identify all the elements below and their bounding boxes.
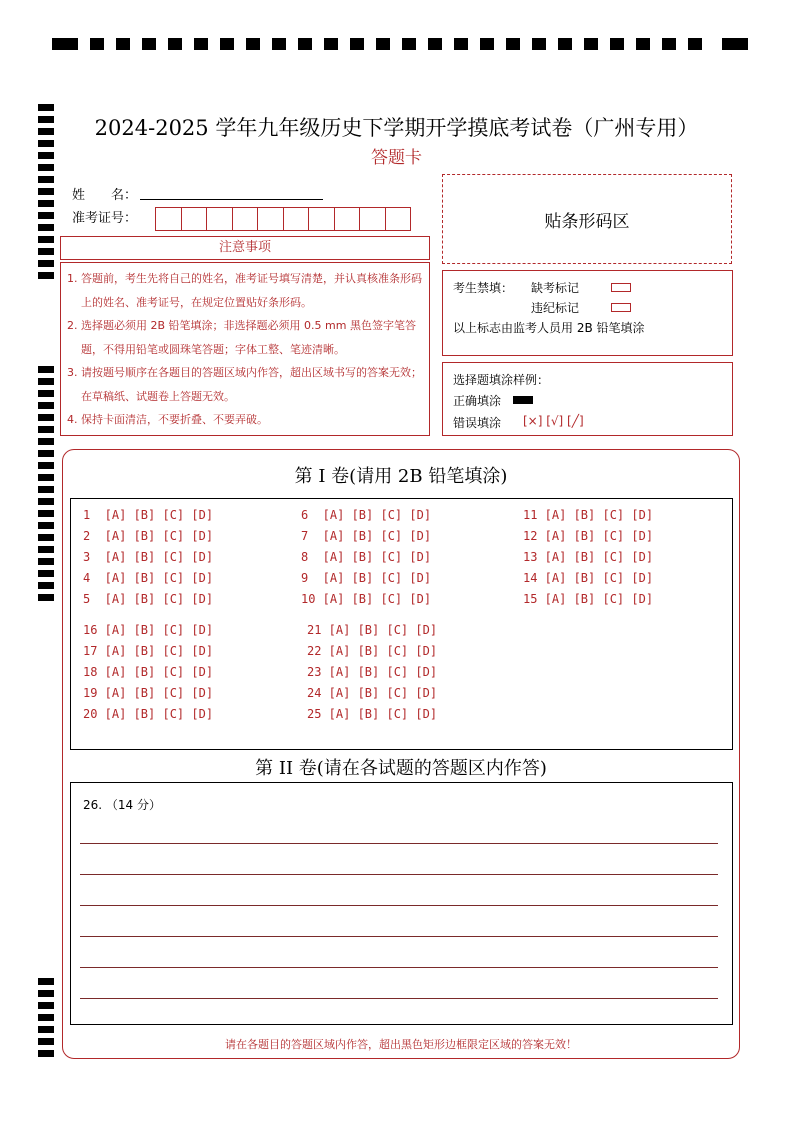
name-label: 姓 名： (72, 188, 138, 203)
section1-title: 第 I 卷(请用 2B 铅笔填涂) (294, 466, 508, 487)
choice-row[interactable]: 17 [A] [B] [C] [D] (83, 644, 214, 658)
choice-row[interactable]: 11 [A] [B] [C] [D] (523, 508, 654, 522)
question-26-label: 26. （14 分） (83, 798, 161, 812)
proctor-note: 以上标志由监考人员用 2B 铅笔填涂 (453, 321, 645, 335)
absent-mark-label: 缺考标记 (531, 281, 580, 295)
left-timing-marks-middle (38, 366, 54, 606)
choice-row[interactable]: 6 [A] [B] [C] [D] (301, 508, 432, 522)
choice-row[interactable]: 10 [A] [B] [C] [D] (301, 592, 432, 606)
choice-row[interactable]: 15 [A] [B] [C] [D] (523, 592, 654, 606)
choice-row[interactable]: 5 [A] [B] [C] [D] (83, 592, 214, 606)
choice-row[interactable]: 22 [A] [B] [C] [D] (307, 644, 438, 658)
top-timing-marks (52, 38, 748, 52)
choice-row[interactable]: 25 [A] [B] [C] [D] (307, 707, 438, 721)
notice-item: 2. 选择题必须用 2B 铅笔填涂；非选择题必须用 0.5 mm 黑色签字笔答题，不得用铅笔或圆珠笔答题；字体工整、笔迹清晰。 (67, 319, 416, 356)
choice-row[interactable]: 16 [A] [B] [C] [D] (83, 623, 214, 637)
choice-row[interactable]: 4 [A] [B] [C] [D] (83, 571, 214, 585)
proctor-mark-box (442, 270, 733, 356)
violation-mark-box[interactable] (611, 303, 631, 312)
footer-warning: 请在各题目的答题区域内作答，超出黑色矩形边框限定区域的答案无效！ (225, 1038, 577, 1051)
page-title: 2024-2025 学年九年级历史下学期开学摸底考试卷（广州专用） (94, 116, 699, 140)
absent-mark-box[interactable] (611, 283, 631, 292)
left-timing-marks-bottom (38, 978, 54, 1062)
choice-row[interactable]: 1 [A] [B] [C] [D] (83, 508, 214, 522)
choice-row[interactable]: 2 [A] [B] [C] [D] (83, 529, 214, 543)
choice-row[interactable]: 12 [A] [B] [C] [D] (523, 529, 654, 543)
choice-row[interactable]: 19 [A] [B] [C] [D] (83, 686, 214, 700)
notice-item: 1. 答题前，考生先将自己的姓名，准考证号填写清楚，并认真核准条形码上的姓名、准考证号，在规定位置贴好条形码。 (67, 272, 422, 309)
answer-line[interactable] (80, 998, 718, 999)
correct-fill-label: 正确填涂 (453, 394, 502, 408)
exam-id-boxes[interactable] (155, 207, 410, 231)
notice-box (60, 262, 430, 436)
answer-line[interactable] (80, 843, 718, 844)
answer-line[interactable] (80, 936, 718, 937)
choice-row[interactable]: 21 [A] [B] [C] [D] (307, 623, 438, 637)
wrong-fill-marks: [×] [√] [╱] (523, 414, 584, 428)
choice-row[interactable]: 23 [A] [B] [C] [D] (307, 665, 438, 679)
fill-sample-box (442, 362, 733, 436)
name-field[interactable] (140, 199, 323, 200)
violation-mark-label: 违纪标记 (531, 301, 580, 315)
choice-answer-area (70, 498, 733, 750)
correct-fill-mark (513, 396, 533, 404)
page-subtitle: 答题卡 (371, 148, 422, 168)
exam-id-label: 准考证号： (72, 211, 138, 226)
answer-line[interactable] (80, 905, 718, 906)
written-answer-area[interactable] (70, 782, 733, 1025)
wrong-fill-label: 错误填涂 (453, 416, 502, 430)
answer-line[interactable] (80, 874, 718, 875)
choice-row[interactable]: 20 [A] [B] [C] [D] (83, 707, 214, 721)
choice-row[interactable]: 13 [A] [B] [C] [D] (523, 550, 654, 564)
answer-line[interactable] (80, 967, 718, 968)
barcode-area: 贴条形码区 (442, 174, 732, 264)
choice-row[interactable]: 7 [A] [B] [C] [D] (301, 529, 432, 543)
choice-row[interactable]: 9 [A] [B] [C] [D] (301, 571, 432, 585)
choice-row[interactable]: 24 [A] [B] [C] [D] (307, 686, 438, 700)
choice-row[interactable]: 3 [A] [B] [C] [D] (83, 550, 214, 564)
ban-label: 考生禁填： (453, 281, 514, 295)
choice-row[interactable]: 18 [A] [B] [C] [D] (83, 665, 214, 679)
notice-item: 3. 请按题号顺序在各题目的答题区域内作答，超出区域书写的答案无效；在草稿纸、试题卷上答题无效。 (67, 366, 422, 403)
section2-title: 第 II 卷(请在各试题的答题区内作答) (255, 758, 547, 779)
notice-item: 4. 保持卡面清洁，不要折叠、不要弄破。 (67, 413, 268, 426)
choice-row[interactable]: 8 [A] [B] [C] [D] (301, 550, 432, 564)
choice-row[interactable]: 14 [A] [B] [C] [D] (523, 571, 654, 585)
notice-heading: 注意事项 (60, 236, 430, 260)
sample-label: 选择题填涂样例： (453, 373, 550, 387)
